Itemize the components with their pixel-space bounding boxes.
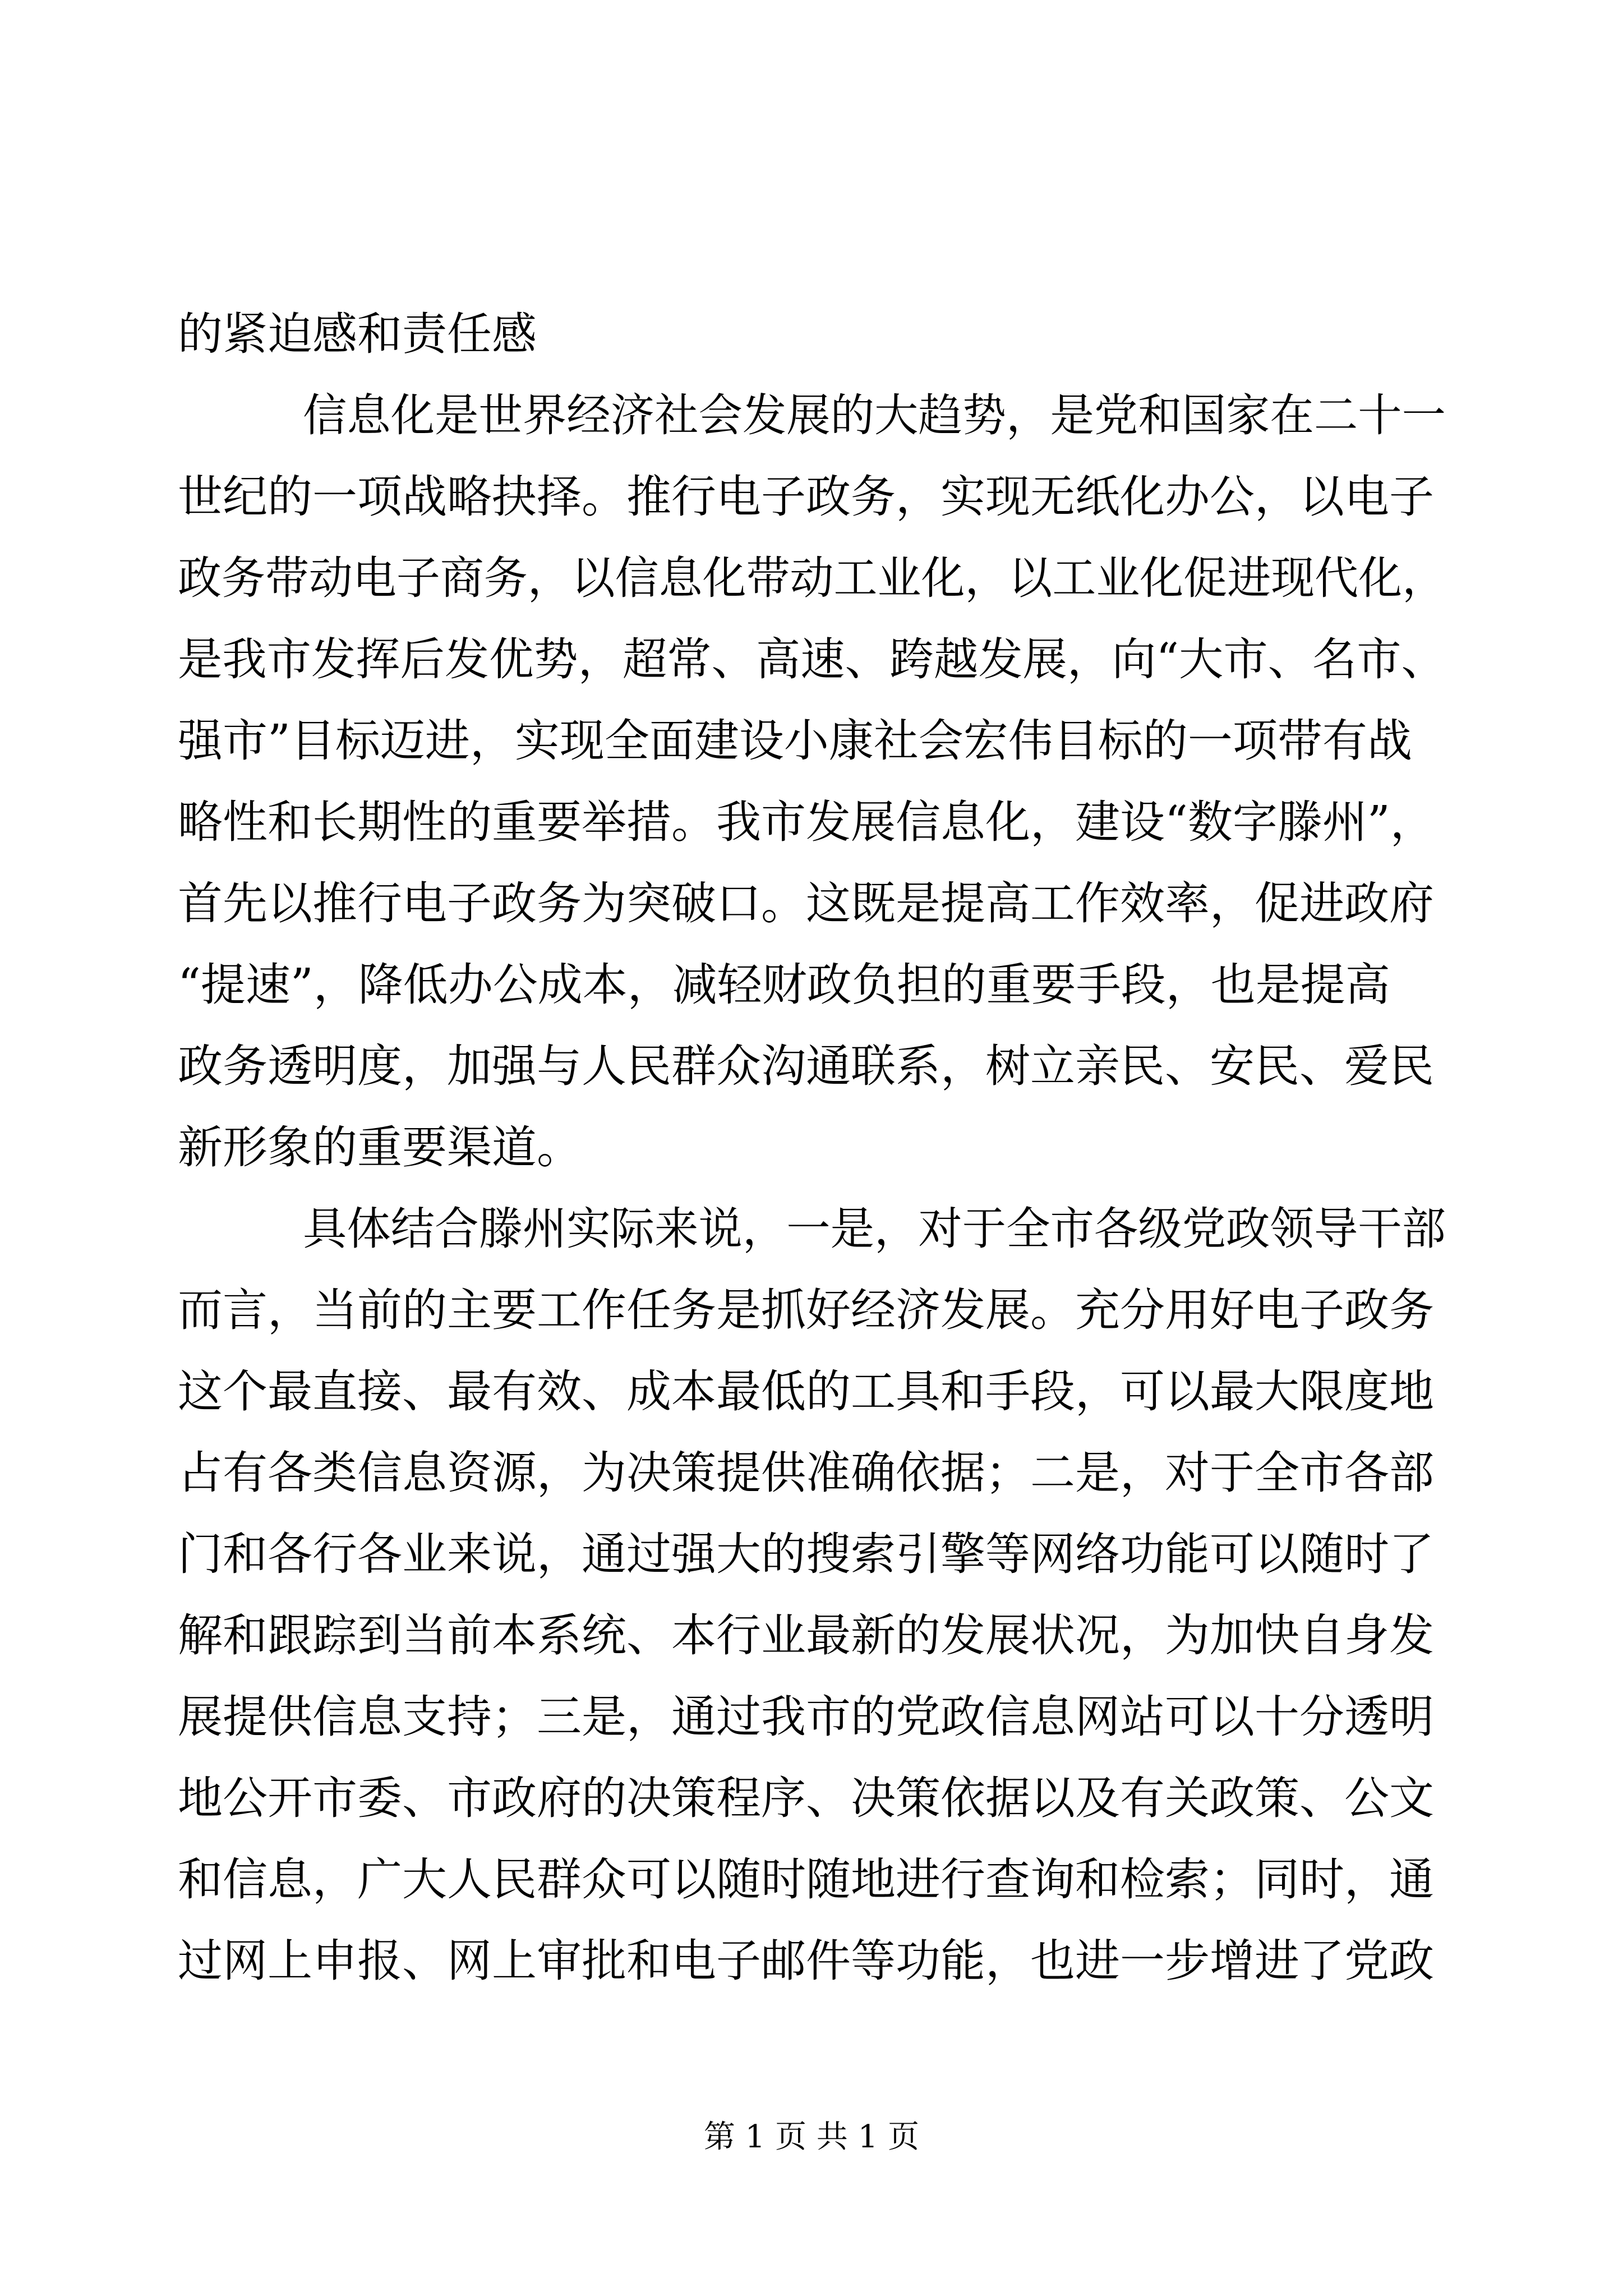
text-line [0,1187,1623,1271]
line-text: 这个最直接、最有效、成本最低的工具和手段，可以最大限度地 [178,1365,1434,1418]
line-text: 政务带动电子商务，以信息化带动工业化，以工业化促进现代化， [178,552,1446,604]
text-line [0,1431,1623,1515]
line-text: “提速”，降低办公成本，减轻财政负担的重要手段，也是提高 [178,959,1390,1011]
line-text: 过网上申报、网上审批和电子邮件等功能，也进一步增进了党政 [178,1935,1434,1987]
line-text: 新形象的重要渠道。 [178,1121,582,1174]
text-line [0,618,1623,702]
line-text: 解和跟踪到当前本系统、本行业最新的发展状况，为加快自身发 [178,1609,1434,1662]
text-line [0,1024,1623,1108]
text-line [0,1350,1623,1434]
page-footer: 第 1 页 共 1 页 [703,2119,920,2155]
line-text: 首先以推行电子政务为突破口。这既是提高工作效率，促进政府 [178,877,1434,930]
text-line [0,780,1623,864]
text-line [0,1919,1623,2003]
text-line [0,1106,1623,1190]
text-line [0,292,1623,376]
line-text: 信息化是世界经济社会发展的大趋势，是党和国家在二十一 [303,389,1446,441]
line-text: 占有各类信息资源，为决策提供准确依据；二是，对于全市各部 [178,1447,1434,1499]
line-text: 略性和长期性的重要举措。我市发展信息化，建设“数字滕州”， [178,796,1435,848]
line-text: 而言，当前的主要工作任务是抓好经济发展。充分用好电子政务 [178,1284,1434,1336]
line-text: 和信息，广大人民群众可以随时随地进行查询和检索；同时，通 [178,1853,1434,1906]
text-line [0,1268,1623,1352]
line-text: 展提供信息支持；三是，通过我市的党政信息网站可以十分透明 [178,1691,1434,1743]
text-line [0,943,1623,1027]
line-text: 是我市发挥后发优势，超常、高速、跨越发展，向“大市、名市、 [178,633,1446,685]
line-text: 世纪的一项战略抉择。推行电子政务，实现无纸化办公，以电子 [178,471,1434,523]
line-text: 地公开市委、市政府的决策程序、决策依据以及有关政策、公文 [178,1772,1434,1824]
text-line [0,1838,1623,1922]
line-text: 政务透明度，加强与人民群众沟通联系，树立亲民、安民、爱民 [178,1040,1434,1092]
text-line [0,455,1623,539]
line-text: 强市”目标迈进，实现全面建设小康社会宏伟目标的一项带有战 [178,715,1412,767]
line-text: 的紧迫感和责任感 [178,308,537,360]
text-line [0,1512,1623,1596]
text-line [0,699,1623,783]
text-line [0,862,1623,946]
text-line [0,1594,1623,1678]
text-line [0,374,1623,458]
line-text: 门和各行各业来说，通过强大的搜索引擎等网络功能可以随时了 [178,1528,1434,1580]
text-line [0,1756,1623,1841]
text-line [0,1675,1623,1759]
text-line [0,536,1623,620]
line-text: 具体结合滕州实际来说，一是，对于全市各级党政领导干部 [303,1203,1446,1255]
